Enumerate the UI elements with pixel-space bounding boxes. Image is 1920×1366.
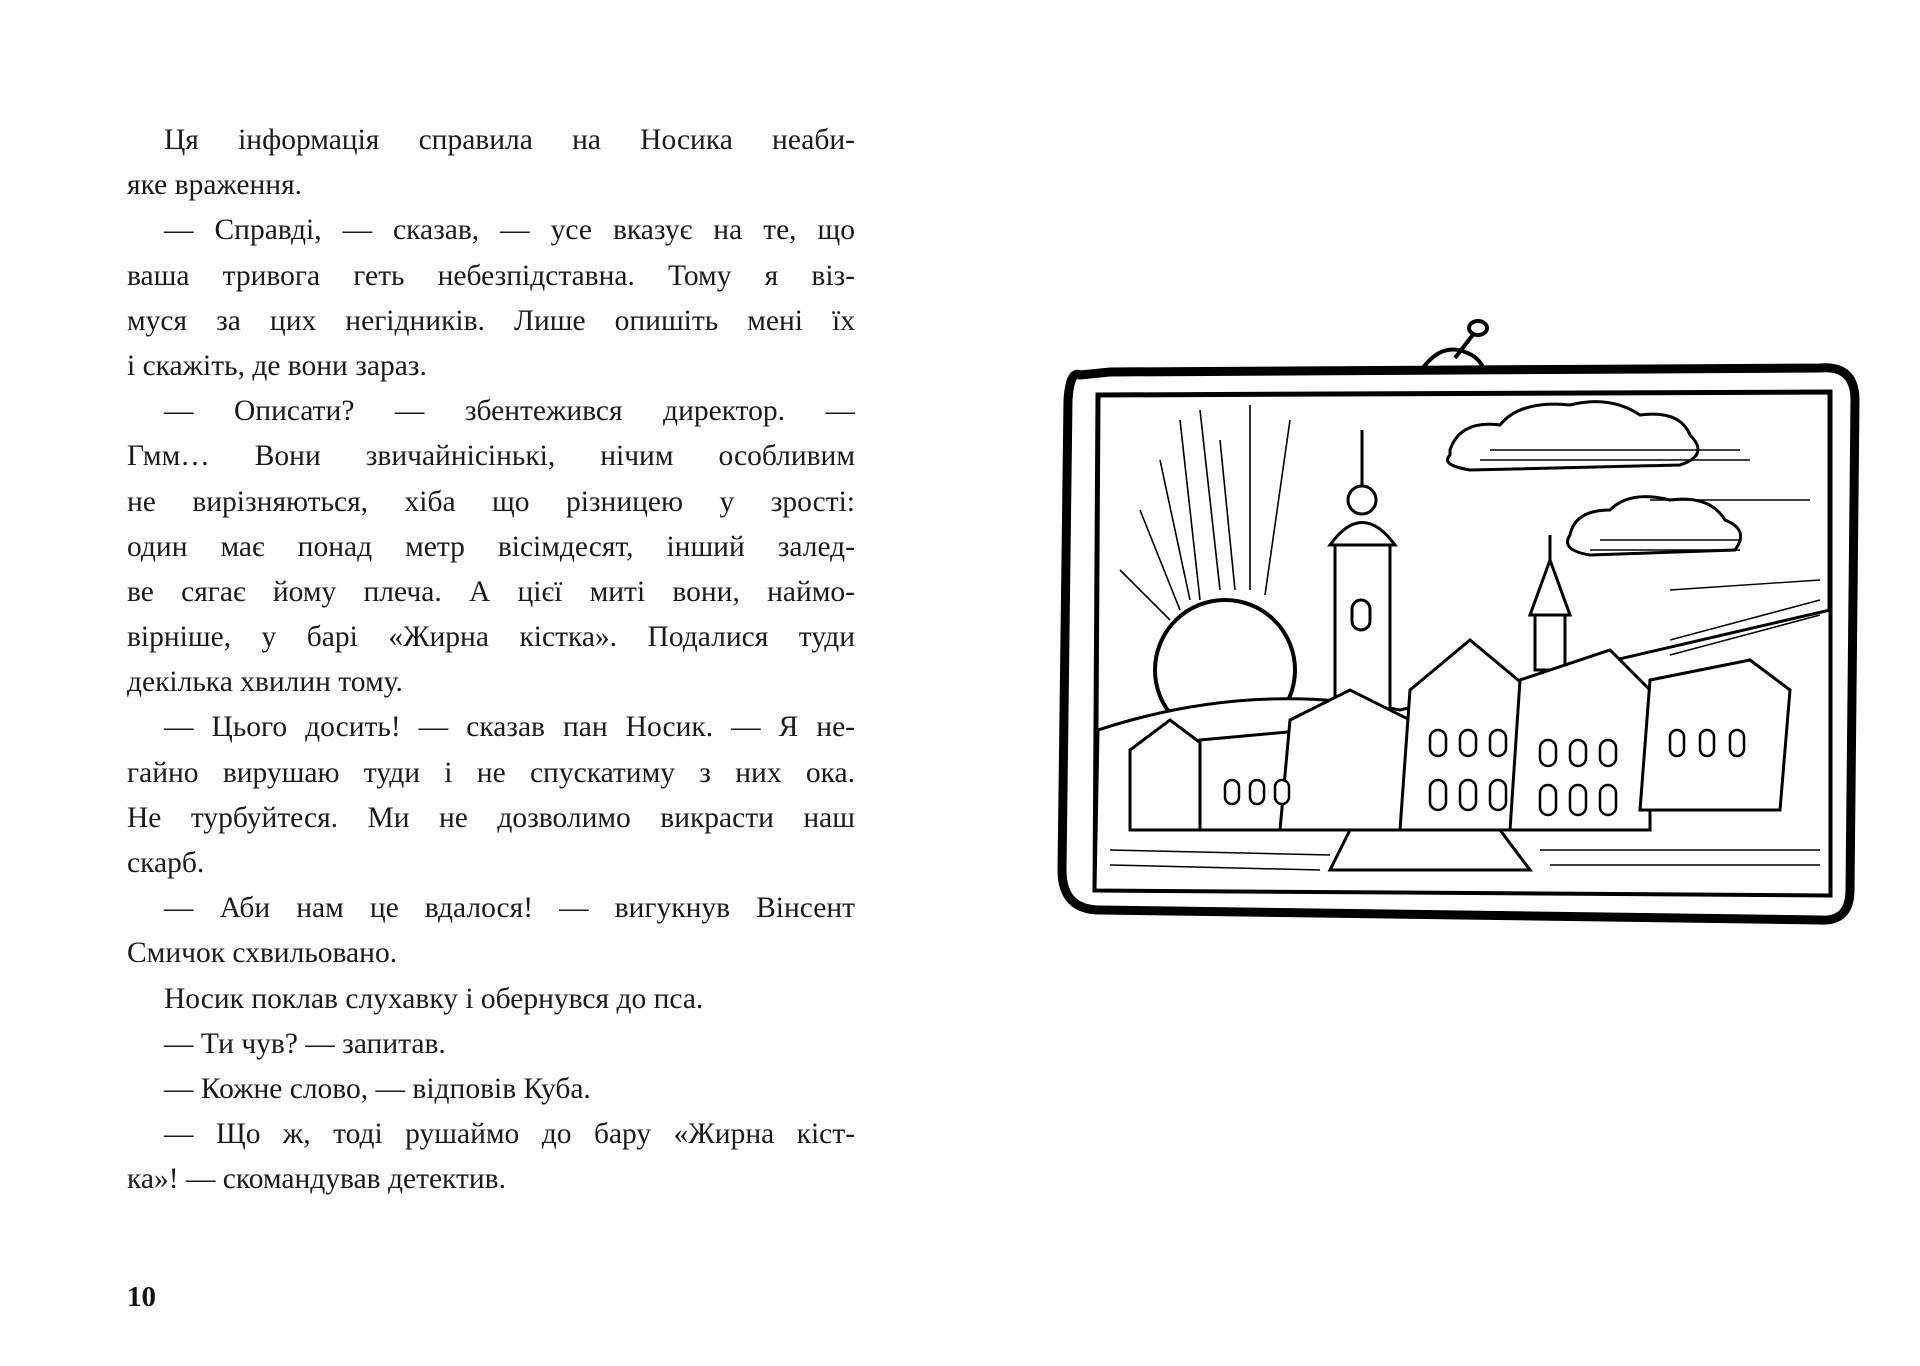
page-number: 10: [127, 1281, 156, 1313]
text-line: — Що ж, тоді рушаймо до бару «Жирна кіст-: [164, 1118, 855, 1151]
text-line: один має понад метр вісімдесят, інший залед-: [127, 530, 855, 563]
text-line: Носик поклав слухавку і обернувся до пса.: [164, 982, 704, 1015]
text-line: Гмм… Вони звичайнісінькі, нічим особливим: [127, 440, 855, 473]
text-line: вірніше, у барі «Жирна кістка». Подалися туди: [127, 621, 855, 654]
text-line: скарб.: [127, 847, 205, 879]
text-line: яке враження.: [127, 169, 303, 202]
text-line: Смичок схвильовано.: [127, 937, 398, 970]
text-line: декілька хвилин тому.: [127, 666, 403, 699]
text-line: ваша тривога геть небезпідставна. Тому я віз-: [127, 259, 855, 292]
text-line: — Аби нам це вдалося! — вигукнув Вінсент: [164, 892, 855, 925]
text-line: муся за цих негідників. Лише опишіть мені їх: [127, 304, 855, 337]
body-text: [127, 118, 855, 1203]
text-line: — Цього досить! — сказав пан Носик. — Я не-: [164, 711, 855, 744]
text-line: — Ти чув? — запитав.: [164, 1027, 446, 1060]
framed-town-illustration: [1050, 310, 1860, 960]
text-line: і скажіть, де вони зараз.: [127, 349, 427, 382]
text-line: Не турбуйтеся. Ми не дозволимо викрасти наш: [127, 801, 855, 834]
text-line: — Кожне слово, — відповів Куба.: [164, 1072, 591, 1105]
text-line: ка»! — скомандував детектив.: [127, 1163, 506, 1196]
text-line: гайно вирушаю туди і не спускатиму з них ока.: [127, 756, 855, 789]
text-line: — Справді, — сказав, — усе вказує на те, що: [164, 214, 855, 247]
pin-icon: [1420, 321, 1487, 372]
text-line: ве сягає йому плеча. А цієї миті вони, наймо-: [127, 575, 855, 608]
text-line: — Описати? — збентежився директор. —: [164, 395, 855, 428]
text-line: Ця інформація справила на Носика неаби-: [164, 124, 855, 156]
text-line: не вирізняються, хіба що різницею у зрості:: [127, 485, 855, 518]
